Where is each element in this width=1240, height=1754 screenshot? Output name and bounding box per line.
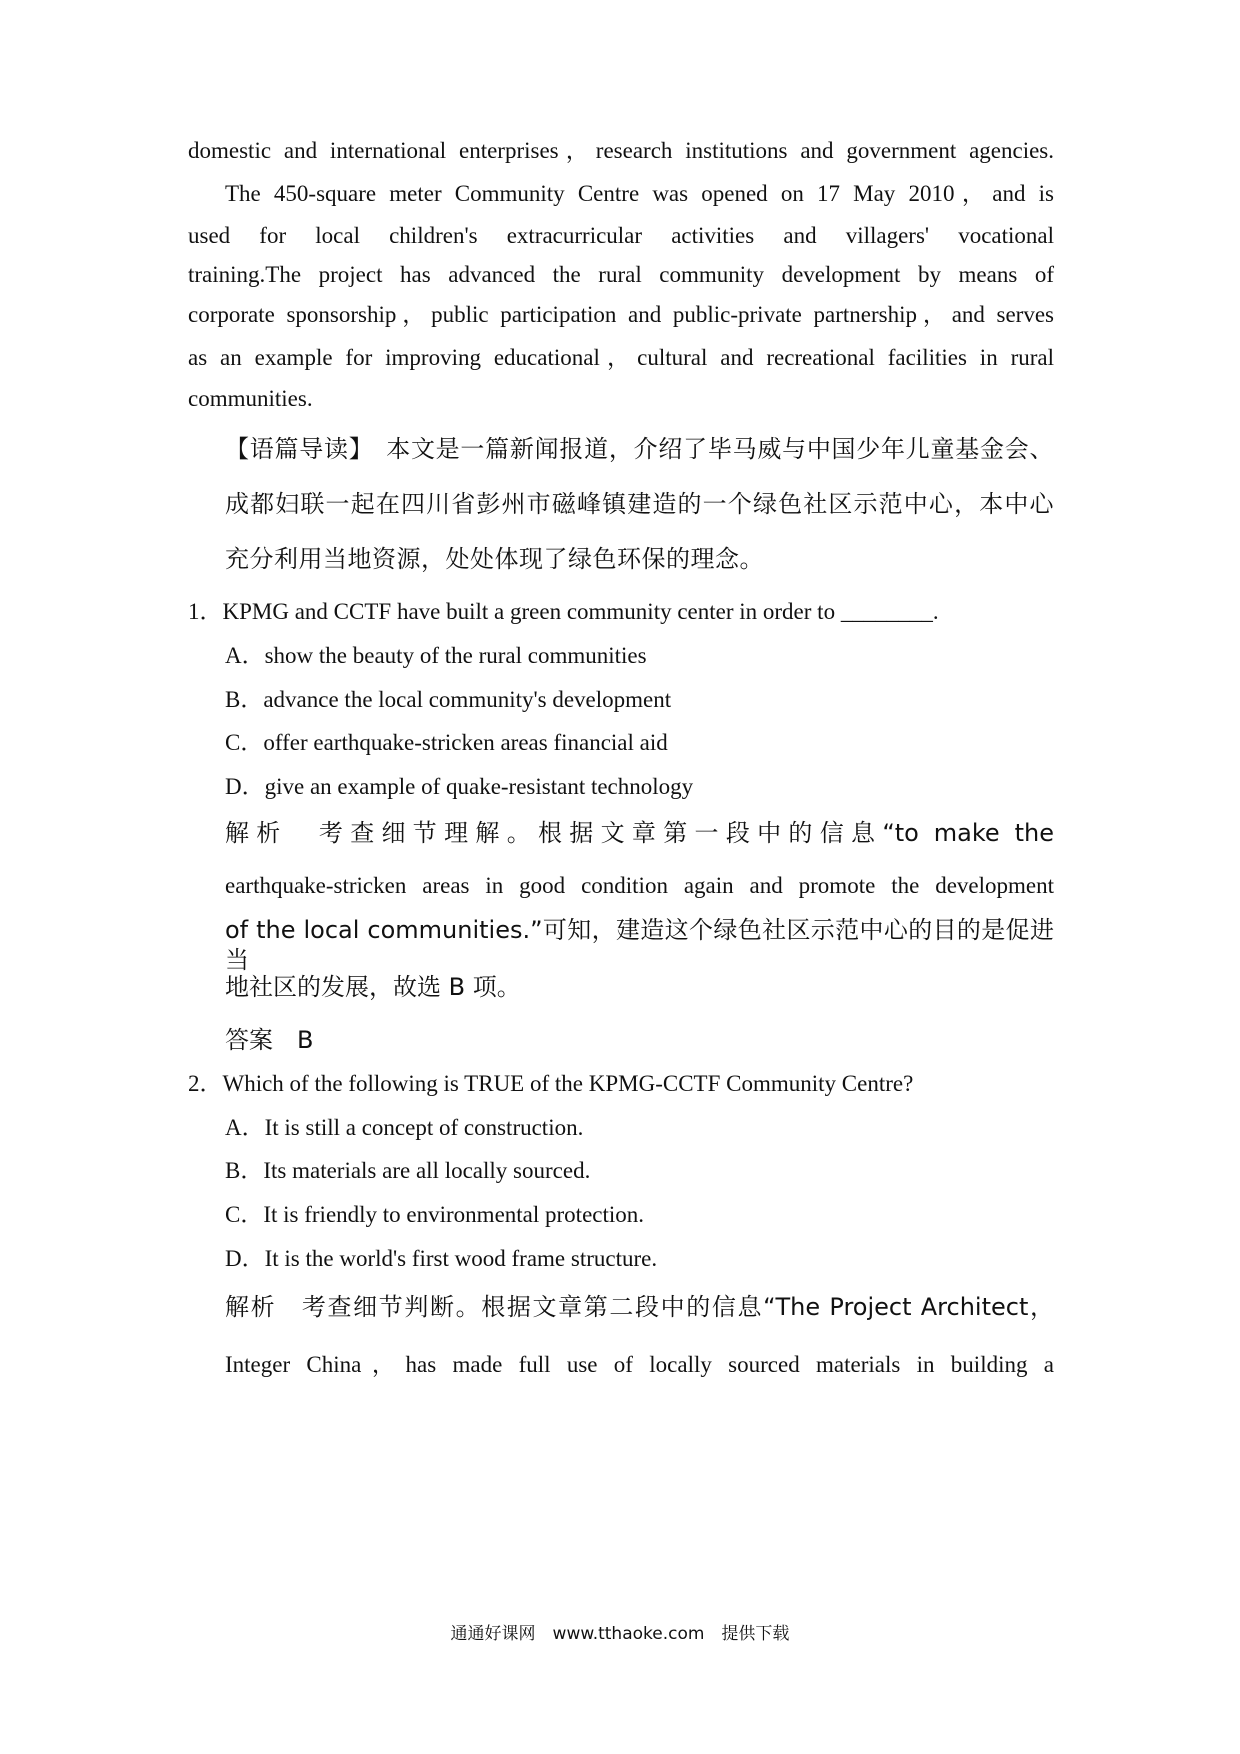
question-1-analysis-line: earthquake-stricken areas in good condition again and promote the development [225,873,1054,898]
passage-line: corporate sponsorship，public participation and public-private partnership，and serves [188,302,1054,327]
reading-guide-line: 充分利用当地资源，处处体现了绿色环保的理念。 [225,545,764,573]
passage-line: used for local children's extracurricular activities and villagers' vocational [188,223,1054,248]
question-1-option-a: A．show the beauty of the rural communities [225,643,647,668]
question-1-answer: 答案 B [225,1026,314,1054]
passage-line: communities. [188,386,313,411]
question-2-stem: 2．Which of the following is TRUE of the KPMG-CCTF Community Centre? [188,1071,914,1096]
reading-guide-line: 【语篇导读】 本文是一篇新闻报道，介绍了毕马威与中国少年儿童基金会、 [225,435,1054,463]
reading-guide-line: 成都妇联一起在四川省彭州市磁峰镇建造的一个绿色社区示范中心，本中心 [225,490,1054,518]
passage-line: as an example for improving educational，cultural and recreational facilities in rural [188,345,1054,370]
question-1-option-d: D．give an example of quake-resistant technology [225,774,694,799]
question-1-analysis-line: 解析 考查细节理解。根据文章第一段中的信息“to make the [225,819,1054,847]
question-2-analysis-line: 解析 考查细节判断。根据文章第二段中的信息“The Project Architect， [225,1293,1054,1321]
passage-line: The 450-square meter Community Centre was opened on 17 May 2010，and is [225,181,1054,206]
passage-line: domestic and international enterprises，research institutions and government agencies. [188,138,1054,163]
question-2-analysis-line: Integer China，has made full use of locally sourced materials in building a [225,1352,1054,1377]
question-2-option-b: B．Its materials are all locally sourced. [225,1158,591,1183]
question-2-option-a: A．It is still a concept of construction. [225,1115,584,1140]
question-2-option-c: C．It is friendly to environmental protection. [225,1202,645,1227]
passage-line: training.The project has advanced the rural community development by means of [188,262,1054,287]
question-1-stem: 1．KPMG and CCTF have built a green community center in order to ________. [188,599,939,624]
question-1-option-c: C．offer earthquake-stricken areas financial aid [225,730,668,755]
page-footer: 通通好课网 www.tthaoke.com 提供下载 [450,1624,790,1644]
question-1-analysis-line: of the local communities.”可知，建造这个绿色社区示范中心的目的是促进当 [225,916,1054,974]
question-2-option-d: D．It is the world's first wood frame structure. [225,1246,658,1271]
question-1-analysis-line: 地社区的发展，故选 B 项。 [225,973,521,1001]
question-1-option-b: B．advance the local community's development [225,687,672,712]
